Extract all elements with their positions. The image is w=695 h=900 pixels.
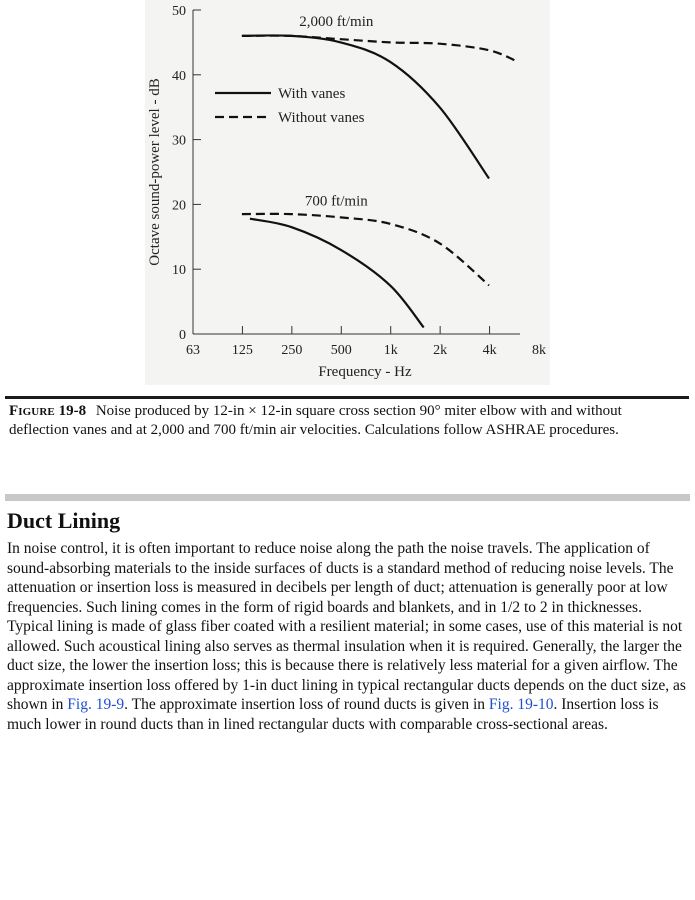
y-axis-title: Octave sound-power level - dB [147,78,163,266]
y-tick-label: 0 [179,328,186,343]
section-body [7,539,687,734]
body-text-part-3: . Insertion loss is much lower in round ducts than in lined rectangular ducts with comparable cross-sectional areas. [7,696,659,733]
section-heading: Duct Lining [7,508,121,533]
annotation-1: 700 ft/min [304,193,368,210]
x-tick-label: 1k [383,343,398,358]
x-tick-label: 2k [433,343,448,358]
y-tick-label: 20 [172,198,186,214]
figure-caption [9,402,681,440]
series-line-0 [242,35,489,178]
fig-19-9-link[interactable]: Fig. 19-9 [67,696,125,713]
y-tick-label: 10 [172,263,186,279]
x-tick-label: 125 [231,343,253,358]
x-tick-label: 63 [186,343,200,358]
series-line-2 [250,219,424,328]
body-text-part-2: . The approximate insertion loss of round ducts is given in [124,696,489,713]
legend-label-1: Without vanes [278,110,365,126]
x-axis-title: Frequency - Hz [318,364,412,380]
x-tick-label: 500 [330,343,352,358]
x-tick-label: 4k [482,343,497,358]
caption-text: Noise produced by 12-in × 12-in square cross section 90° miter elbow with and without deflection vanes and at 2,000 and 700 ft/min air velocities. Calculations follow ASHRAE procedures. [9,403,622,438]
section-divider [5,494,690,501]
legend-label-0: With vanes [278,86,346,102]
caption-rule [5,396,689,399]
caption-label: Figure [9,403,55,419]
x-tick-label: 250 [281,343,303,358]
y-tick-label: 50 [172,4,186,19]
y-tick-label: 40 [172,68,186,84]
body-text-part-1: In noise control, it is often important to reduce noise along the path the noise travels. The application of sound-absorbing materials to the inside surfaces of ducts is a standard method of reducing noise levels. The attenuation or insertion loss is measured in decibels per length of duct; attenuation is generally poor at low frequencies. Such lining comes in the form of rigid boards and blankets, and in 1/2 to 2 in thicknesses. Typical lining is made of glass fiber coated with a resilient material; in some cases, use of this material is not allowed. Such acoustical lining also serves as thermal insulation when it is required. Generally, the larger the duct size, the lower the insertion loss; this is because there is relatively less material for a given airflow. The approximate insertion loss offered by 1-in duct lining in typical rectangular ducts depends on the duct size, as shown in [7,540,686,713]
y-tick-label: 30 [172,133,186,149]
x-tick-label: 8k [532,343,546,358]
caption-number: 19-8 [58,403,87,419]
figure-19-8 [145,0,550,385]
noise-chart [145,0,550,385]
fig-19-10-link[interactable]: Fig. 19-10 [488,696,554,713]
annotation-0: 2,000 ft/min [299,14,374,31]
series-line-1 [242,36,518,62]
